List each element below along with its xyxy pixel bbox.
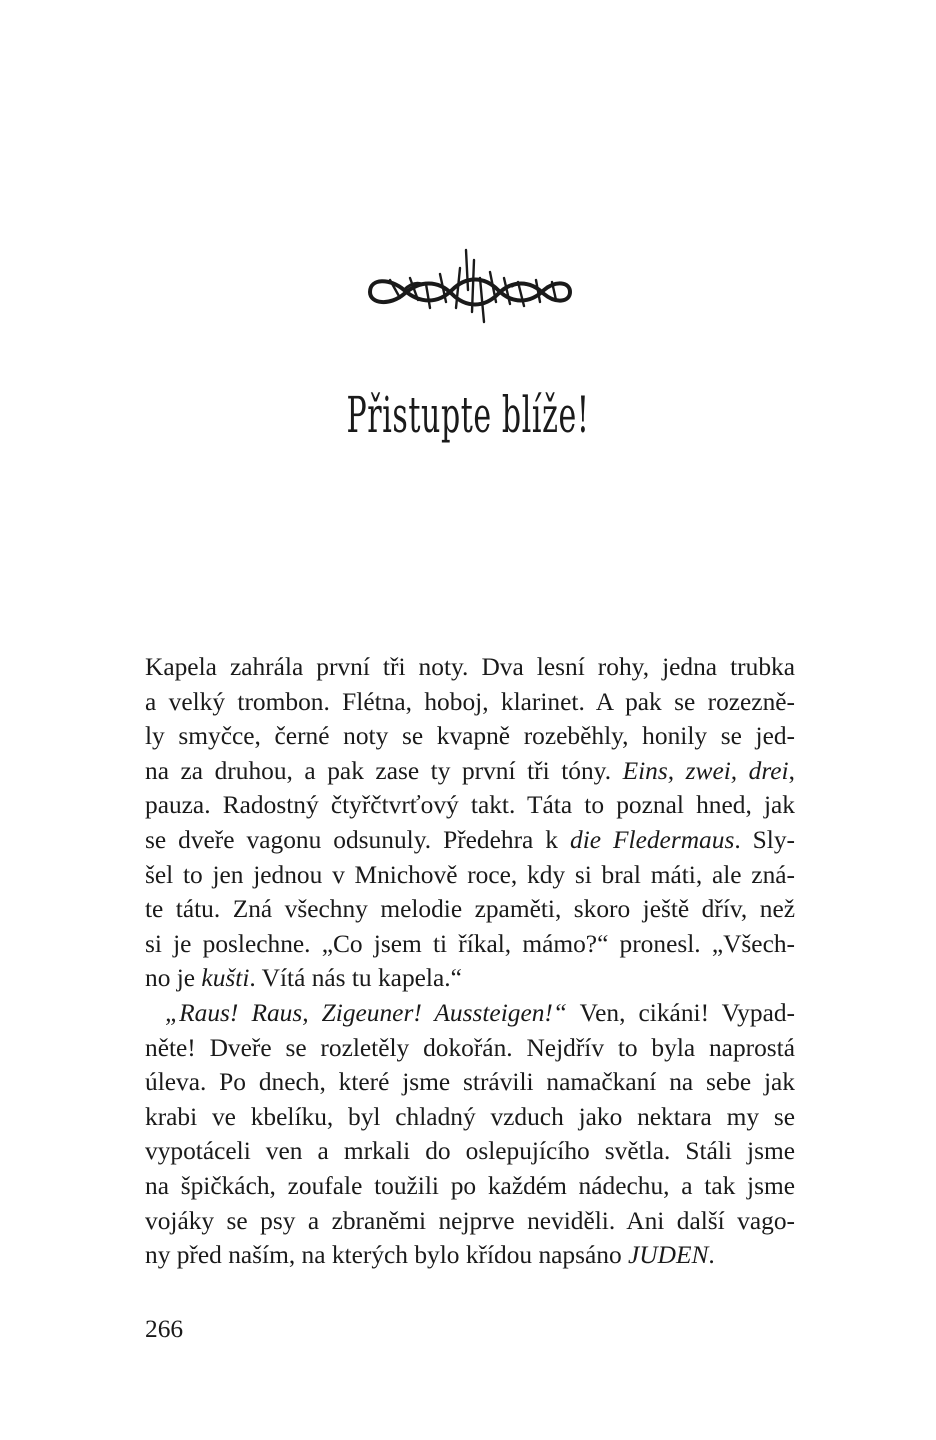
text-line [145, 1031, 795, 1066]
italic-text: Eins, zwei, drei [622, 756, 789, 785]
text-line [145, 961, 795, 996]
text-line [145, 1238, 795, 1273]
text-line [145, 858, 795, 893]
text-run: a velký trombon. Flétna, hoboj, klarinet. A pak se rozezně- [145, 687, 795, 716]
text-run: pauza. Radostný čtyřčtvrťový takt. Táta to poznal hned, jak [145, 791, 795, 820]
paragraph [145, 650, 795, 996]
text-line [145, 1169, 795, 1204]
text-run: te tátu. Zná všechny melodie zpaměti, skoro ještě dřív, než [145, 895, 795, 924]
text-run: si je poslechne. „Co jsem ti říkal, mámo?“ pronesl. „Všech- [145, 929, 795, 958]
page-number: 266 [145, 1315, 184, 1343]
text-run: , [788, 756, 795, 785]
text-line [145, 685, 795, 720]
text-run: vojáky se psy a zbraněmi nejprve neviděli. Ani další vago- [145, 1206, 795, 1235]
text-run: na za druhou, a pak zase ty první tři tóny. [145, 756, 623, 785]
text-line [145, 788, 795, 823]
text-run: . Sly- [734, 825, 795, 854]
italic-text: JUDEN [628, 1241, 709, 1270]
text-run: Ven, cikáni! Vypad- [567, 998, 795, 1027]
text-line [145, 927, 795, 962]
text-line [145, 1065, 795, 1100]
text-run: ly smyčce, černé noty se kvapně rozeběhly, honily se jed- [145, 722, 795, 751]
chapter-title: Přistupte blíže! [346, 386, 590, 444]
text-run: no je [145, 964, 202, 993]
text-run: Kapela zahrála první tři noty. Dva lesní rohy, jedna trubka [145, 653, 795, 681]
text-run: na špičkách, zoufale toužili po každém nádechu, a tak jsme [145, 1171, 795, 1200]
text-run: úleva. Po dnech, které jsme strávili namačkaní na sebe jak [145, 1068, 795, 1097]
text-line [145, 1204, 795, 1239]
paragraph [145, 996, 795, 1273]
text-run: . [708, 1241, 715, 1270]
italic-text: „Raus! Raus, Zigeuner! Aussteigen!“ [165, 998, 567, 1027]
italic-text: kušti [201, 964, 250, 993]
text-run: ny před naším, na kterých bylo křídou napsáno [145, 1241, 629, 1270]
text-line [145, 892, 795, 927]
text-run: něte! Dveře se rozletěly dokořán. Nejdřív to byla naprostá [145, 1033, 795, 1062]
text-line [145, 1134, 795, 1169]
text-run: . Vítá nás tu kapela.“ [249, 964, 462, 993]
italic-text: die Fledermaus [570, 825, 735, 854]
text-line [145, 754, 795, 789]
text-run: vypotáceli ven a mrkali do oslepujícího světla. Stáli jsme [145, 1137, 795, 1166]
text-line [145, 650, 795, 685]
barbed-wire-icon [360, 238, 576, 330]
text-run: krabi ve kbelíku, byl chladný vzduch jako nektara my se [145, 1102, 795, 1131]
text-line [145, 823, 795, 858]
text-line [145, 996, 795, 1031]
text-run: se dveře vagonu odsunuly. Předehra k [145, 825, 571, 854]
text-run: šel to jen jednou v Mnichově roce, kdy si bral máti, ale zná- [145, 860, 795, 889]
text-line [145, 1100, 795, 1135]
chapter-body-text [145, 650, 795, 1273]
text-line [145, 719, 795, 754]
